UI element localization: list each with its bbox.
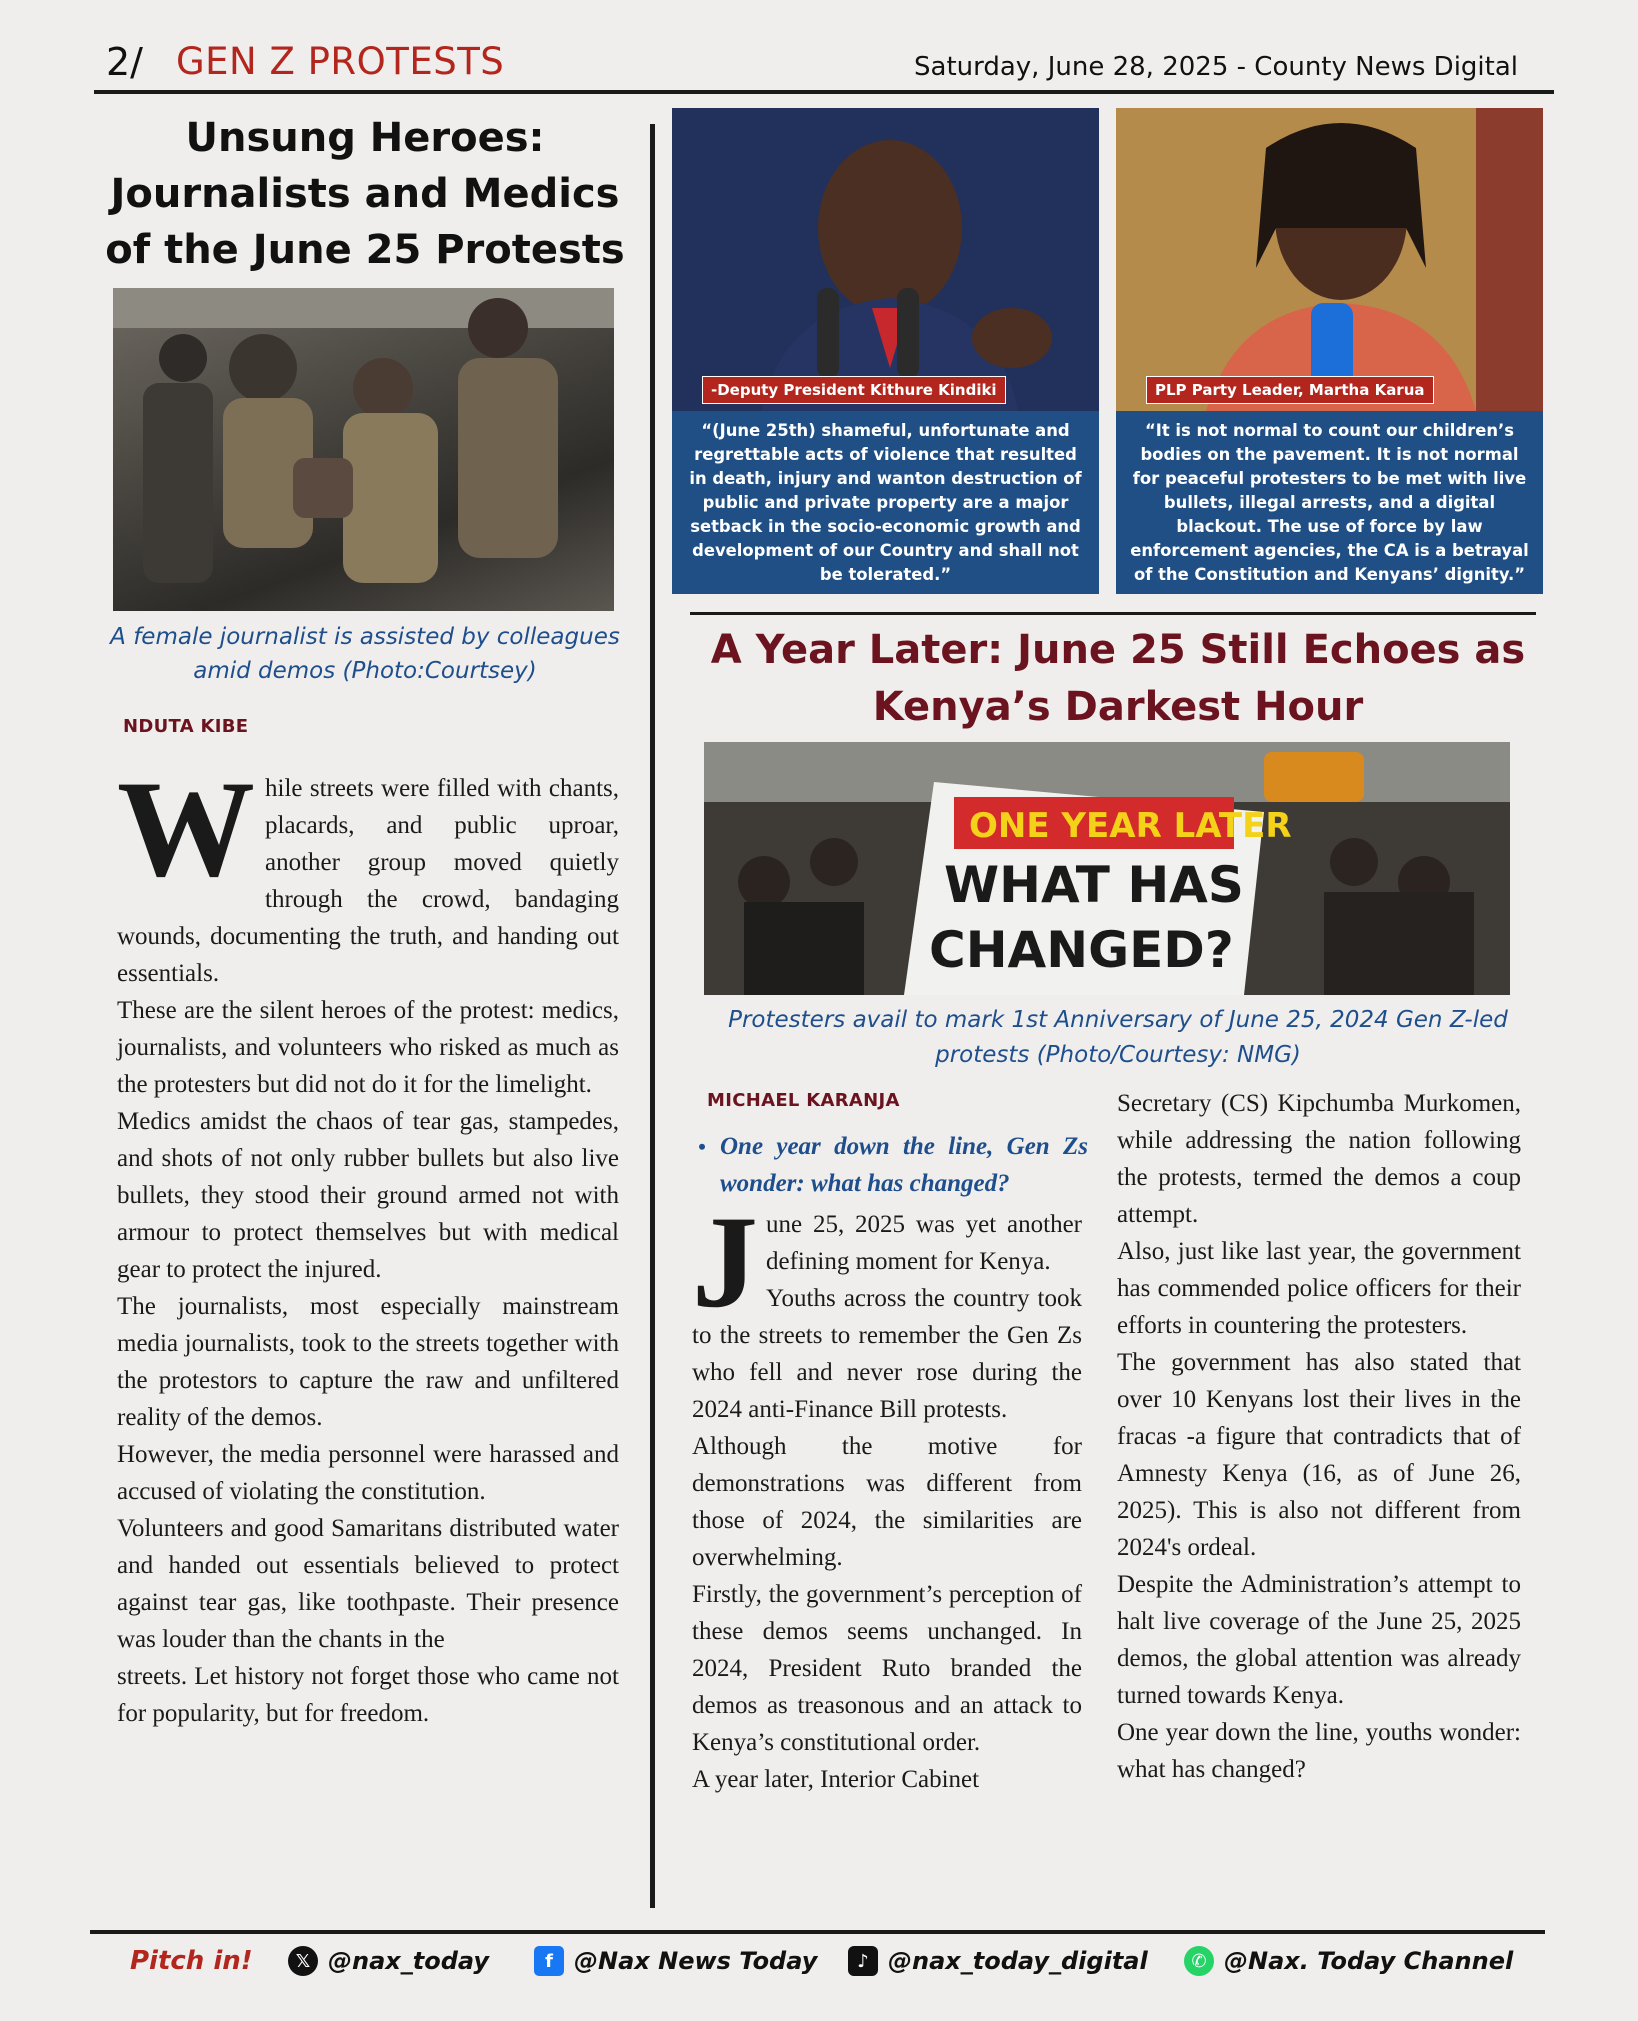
protest-photo-caption: Protesters avail to mark 1st Anniversary of June 25, 2024 Gen Z-led protests (Photo/Courtesy: NMG) (728, 1007, 1508, 1068)
right-byline: MICHAEL KARANJA (707, 1090, 900, 1111)
tiktok-handle: @nax_today_digital (888, 1947, 1148, 1975)
section-rule (690, 612, 1536, 615)
placard-line2: WHAT HAS (944, 856, 1244, 914)
right-paragraph: One year down the line, youths wonder: what has changed? (1117, 1719, 1521, 1783)
karua-photo (1116, 108, 1543, 411)
highlight-text: • One year down the line, Gen Zs wonder: what has changed? (698, 1128, 1088, 1202)
left-article-headline: Unsung Heroes: Journalists and Medics of the June 25 Protests (105, 115, 625, 273)
column-divider (650, 124, 655, 1908)
facebook-icon: f (534, 1946, 564, 1976)
right-paragraph: Despite the Administration’s attempt to halt live coverage of the June 25, 2025 demos, the global attention was already turned towards Kenya. (1117, 1571, 1521, 1709)
right-paragraph: June 25, 2025 was yet another defining moment for Kenya. (692, 1188, 1082, 1335)
footer-bar (0, 1942, 1638, 1982)
quote-text: “It is not normal to count our children’s bodies on the pavement. It is not normal for peaceful protesters to be met with live bullets, illegal arrests, and a digital blackout. The use of force by law enforcement agencies, the CA is a betrayal of the Constitution and Kenyans’ dignity.” (1116, 411, 1543, 594)
x-link[interactable] (288, 1946, 489, 1976)
journalist-photo (113, 288, 614, 611)
placard-line1: ONE YEAR LATER (969, 806, 1292, 846)
left-byline: NDUTA KIBE (123, 716, 249, 737)
left-paragraph: The journalists, most especially mainstream media journalists, took to the streets together with the protestors to capture the raw and unfiltered reality of the demos. (117, 1293, 619, 1431)
tiktok-icon: ♪ (848, 1946, 878, 1976)
protest-photo (704, 742, 1510, 995)
placard-line3: CHANGED? (929, 921, 1234, 979)
right-paragraph: The government has also stated that over 10 Kenyans lost their lives in the fracas -a figure that contradicts that of Amnesty Kenya (16, as of June 26, 2025). This is also not different from 2024's ordeal. (1117, 1349, 1521, 1561)
tiktok-link[interactable] (848, 1946, 1148, 1976)
right-paragraph: A year later, Interior Cabinet (692, 1766, 980, 1793)
pitch-in-label: Pitch in! (130, 1946, 253, 1976)
right-paragraph: Also, just like last year, the government has commended police officers for their efforts in countering the protesters. (1117, 1238, 1521, 1339)
header-rule (94, 90, 1554, 94)
right-paragraph: Youths across the country took to the streets to remember the Gen Zs who fell and never rose during the 2024 anti-Finance Bill protests. (692, 1285, 1082, 1423)
speaker-tag: -Deputy President Kithure Kindiki (702, 376, 1006, 404)
date-line: Saturday, June 28, 2025 - County News Digital (914, 52, 1518, 82)
footer-rule (90, 1930, 1545, 1934)
drop-cap: W (117, 752, 255, 905)
quote-text: “(June 25th) shameful, unfortunate and regrettable acts of violence that resulted in death, injury and wanton destruction of public and private property are a major setback in the socio-economic growth and development of our Country and shall not be tolerated.” (672, 411, 1099, 594)
whatsapp-link[interactable] (1184, 1946, 1513, 1976)
right-paragraph: Although the motive for demonstrations was different from those of 2024, the similarities are overwhelming. (692, 1433, 1082, 1571)
right-article-headline: A Year Later: June 25 Still Echoes as Kenya’s Darkest Hour (710, 627, 1526, 730)
facebook-handle: @Nax News Today (574, 1947, 818, 1975)
right-paragraph: Firstly, the government’s perception of these demos seems unchanged. In 2024, President Ruto branded the demos as treasonous and an attack to Kenya’s constitutional order. (692, 1581, 1082, 1756)
left-paragraph: However, the media personnel were harassed and accused of violating the constitution. (117, 1441, 619, 1505)
x-handle: @nax_today (328, 1947, 490, 1975)
right-paragraph: Secretary (CS) Kipchumba Murkomen, while addressing the nation following the protests, termed the demos a coup attempt. (1117, 1090, 1521, 1228)
page-number: 2/ (106, 40, 143, 84)
left-paragraph: streets. Let history not forget those who came not for popularity, but for freedom. (117, 1663, 619, 1727)
journalist-photo-caption: A female journalist is assisted by colleagues amid demos (Photo:Courtsey) (110, 624, 620, 684)
quote-card-kindiki (672, 108, 1099, 594)
right-article-column2 (1117, 1085, 1521, 1788)
quote-card-karua (1116, 108, 1543, 594)
section-title: GEN Z PROTESTS (176, 40, 505, 83)
speaker-tag: PLP Party Leader, Martha Karua (1146, 376, 1434, 404)
whatsapp-handle: @Nax. Today Channel (1224, 1947, 1514, 1975)
drop-cap: J (692, 1188, 758, 1335)
left-paragraph: While streets were filled with chants, placards, and public uproar, another group moved quietly through the crowd, bandaging wounds, documenting the truth, and handing out essentials. (117, 752, 619, 987)
left-article-body (117, 752, 619, 1732)
facebook-link[interactable] (534, 1946, 817, 1976)
left-paragraph: These are the silent heroes of the protest: medics, journalists, and volunteers who risked as much as the protesters but did not do it for the limelight. (117, 997, 619, 1098)
left-paragraph: Medics amidst the chaos of tear gas, stampedes, and shots of not only rubber bullets but also live bullets, they stood their ground armed not with armour to protect themselves but with medical gear to protect the injured. (117, 1108, 619, 1283)
kindiki-photo (672, 108, 1099, 411)
x-icon: 𝕏 (288, 1946, 318, 1976)
right-article-column1 (692, 1188, 1082, 1798)
left-paragraph: Volunteers and good Samaritans distributed water and handed out essentials believed to protect against tear gas, like toothpaste. Their presence was louder than the chants in the (117, 1515, 619, 1653)
whatsapp-icon: ✆ (1184, 1946, 1214, 1976)
